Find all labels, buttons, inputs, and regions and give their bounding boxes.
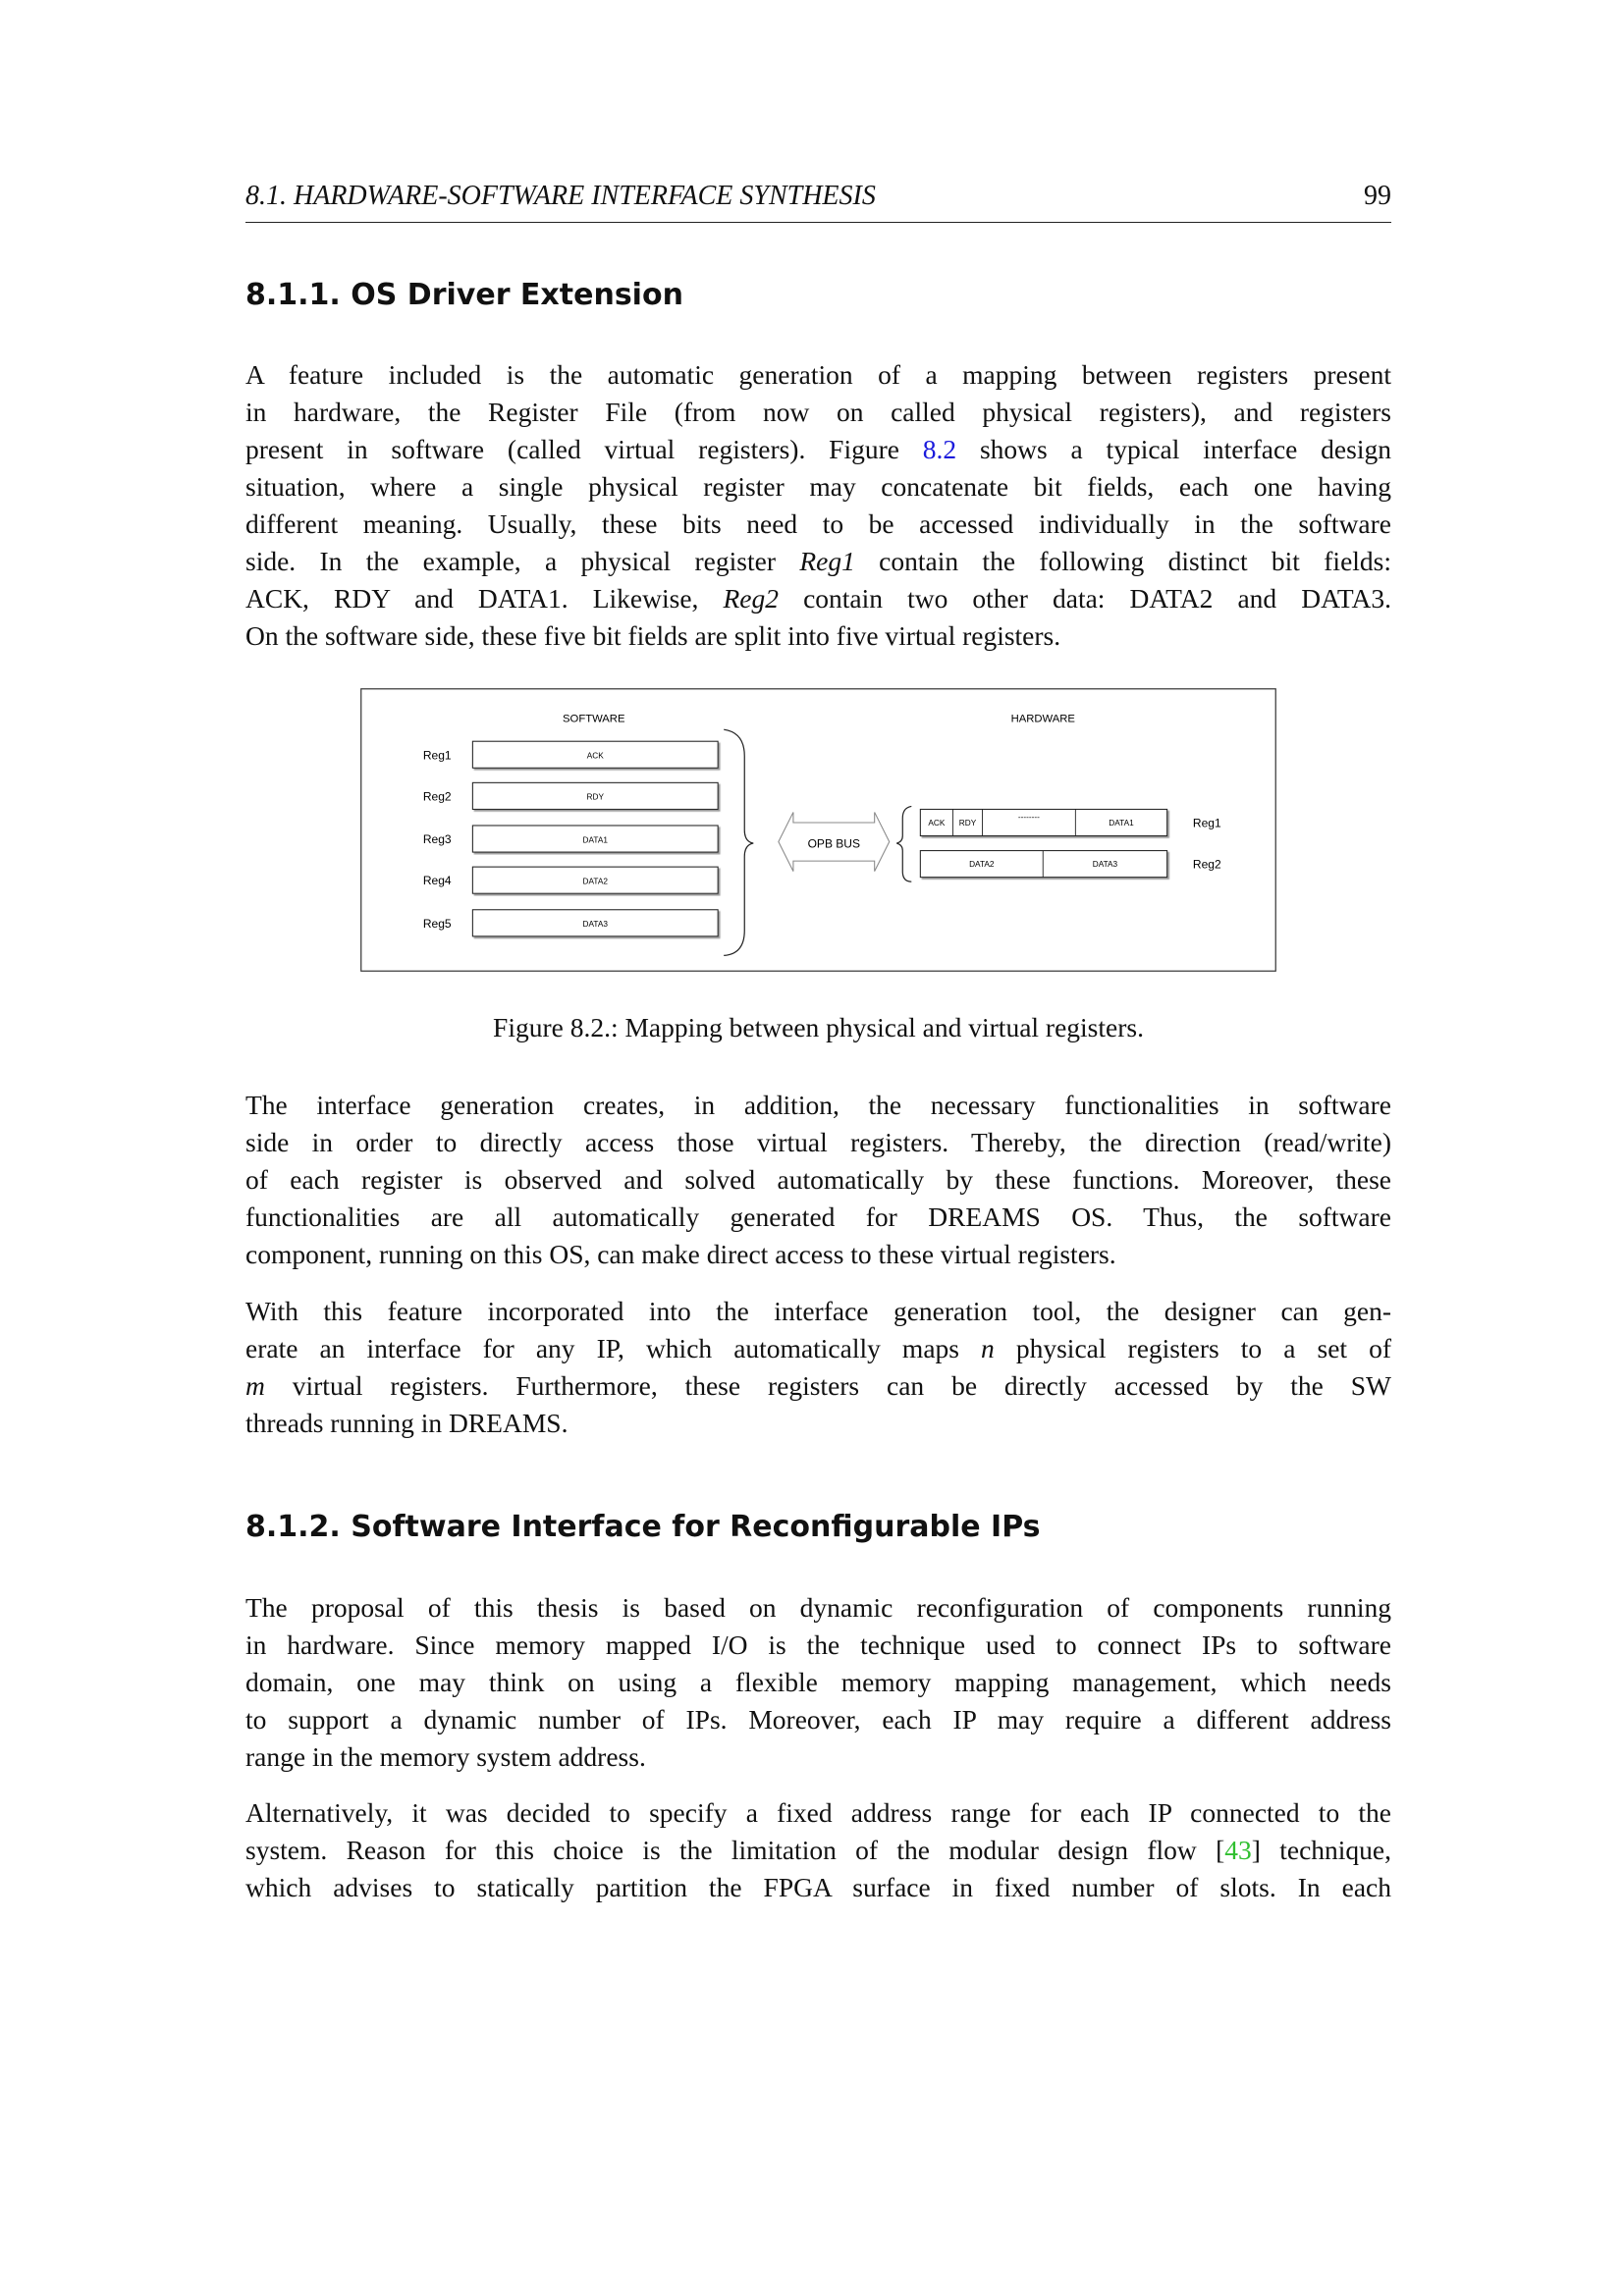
text-span: system. Reason for this choice is the limitation of the modular design flow — [245, 1835, 1217, 1865]
software-register-name: Reg5 — [422, 916, 452, 931]
software-register-name: Reg3 — [422, 832, 452, 847]
text-span: in hardware. Since memory mapped I/O is the technique used to connect IPs to software — [245, 1629, 1391, 1660]
text-span: n — [981, 1333, 995, 1363]
text-line — [245, 1627, 1391, 1664]
software-register-name: Reg4 — [422, 874, 452, 888]
hardware-register-field: DATA2 — [969, 860, 995, 870]
figure-reference-link[interactable]: 8.2 — [922, 434, 957, 464]
text-span: The proposal of this thesis is based on dynamic reconfiguration of components running — [245, 1592, 1391, 1623]
text-span: shows a typical interface design — [956, 434, 1391, 464]
text-line — [245, 543, 1391, 580]
text-line — [245, 580, 1391, 617]
software-register-field: DATA1 — [582, 835, 608, 845]
text-span: component, running on this OS, can make direct access to these virtual registers. — [245, 1239, 1116, 1269]
running-header — [245, 181, 1391, 212]
text-span: contain the following distinct bit fields: — [854, 546, 1392, 576]
text-line — [245, 1701, 1391, 1738]
text-line — [245, 1293, 1391, 1330]
hardware-register-name: Reg1 — [1192, 816, 1221, 830]
text-span: functionalities are all automatically generated for DREAMS OS. Thus, the software — [245, 1201, 1391, 1232]
paragraph — [245, 1589, 1391, 1776]
register-mapping-diagram — [360, 688, 1276, 972]
text-span: With this feature incorporated into the interface generation tool, the designer can gen- — [245, 1296, 1391, 1326]
text-line — [245, 1367, 1391, 1405]
text-span: domain, one may think on using a flexible memory mapping management, which needs — [245, 1667, 1391, 1697]
text-line — [245, 356, 1391, 394]
text-span: which advises to statically partition the FPGA surface in fixed number of slots. In each — [245, 1872, 1391, 1902]
page-number: 99 — [1364, 181, 1391, 211]
text-span: m — [245, 1370, 265, 1401]
text-line — [245, 1589, 1391, 1627]
text-line — [245, 1236, 1391, 1273]
text-line — [245, 1161, 1391, 1199]
hardware-register-field: DATA1 — [1109, 818, 1134, 828]
text-line — [245, 1087, 1391, 1124]
software-register-field: DATA2 — [582, 877, 608, 886]
text-span: Alternatively, it was decided to specify a fixed address range for each IP connected to the — [245, 1797, 1391, 1828]
text-span: ] — [1251, 1835, 1261, 1865]
text-line — [245, 1794, 1391, 1832]
text-span: threads running in DREAMS. — [245, 1408, 568, 1438]
text-span: side in order to directly access those virtual registers. Thereby, the direction (read/write) — [245, 1127, 1391, 1157]
hardware-register-field: RDY — [958, 818, 977, 828]
software-register-name: Reg1 — [422, 748, 452, 763]
section-heading-8-1-1: 8.1.1. OS Driver Extension — [245, 278, 683, 312]
running-header-title: 8.1. HARDWARE-SOFTWARE INTERFACE SYNTHESIS — [245, 181, 876, 211]
text-span: to support a dynamic number of IPs. Moreover, each IP may require a different address — [245, 1704, 1391, 1735]
text-span: of each register is observed and solved automatically by these functions. Moreover, these — [245, 1164, 1391, 1195]
software-register-field: ACK — [586, 751, 604, 761]
software-register-name: Reg2 — [422, 789, 452, 804]
text-span: different meaning. Usually, these bits need to be accessed individually in the software — [245, 508, 1391, 539]
text-span: present in software (called virtual registers). Figure — [245, 434, 923, 464]
text-span: range in the memory system address. — [245, 1741, 646, 1772]
text-line — [245, 1664, 1391, 1701]
text-line — [245, 1869, 1391, 1906]
text-span: erate an interface for any IP, which automatically maps — [245, 1333, 982, 1363]
hardware-register-name: Reg2 — [1192, 857, 1221, 872]
text-line — [245, 1199, 1391, 1236]
header-rule — [245, 222, 1391, 223]
software-register-field: RDY — [586, 792, 604, 802]
text-line — [245, 1330, 1391, 1367]
text-span: situation, where a single physical register may concatenate bit fields, each one having — [245, 471, 1391, 502]
text-span: virtual registers. Furthermore, these registers can be directly accessed by the SW — [264, 1370, 1391, 1401]
text-line — [245, 431, 1391, 468]
text-line — [245, 468, 1391, 506]
citation-link[interactable]: 43 — [1224, 1835, 1252, 1865]
software-register-field: DATA3 — [582, 920, 608, 930]
bus-label: OPB BUS — [807, 836, 861, 851]
hardware-register-box — [920, 851, 1166, 878]
text-span: physical registers to a set of — [994, 1333, 1392, 1363]
text-span: Reg2 — [723, 583, 779, 614]
text-span: [ — [1216, 1835, 1225, 1865]
hardware-label: HARDWARE — [1010, 713, 1075, 725]
paragraph — [245, 1293, 1391, 1442]
figure-caption: Figure 8.2.: Mapping between physical and virtual registers. — [493, 1012, 1144, 1042]
hardware-register-field: DATA3 — [1092, 860, 1118, 870]
text-line — [245, 394, 1391, 431]
text-line — [245, 1405, 1391, 1442]
text-line — [245, 1124, 1391, 1161]
text-span: On the software side, these five bit fields are split into five virtual registers. — [245, 620, 1061, 651]
text-span: in hardware, the Register File (from now on called physical registers), and registers — [245, 397, 1391, 427]
text-line — [245, 617, 1391, 655]
text-span: A feature included is the automatic generation of a mapping between registers present — [245, 359, 1391, 390]
software-label: SOFTWARE — [563, 713, 625, 725]
paragraph — [245, 1794, 1391, 1906]
text-span: contain two other data: DATA2 and DATA3. — [779, 583, 1391, 614]
text-span: side. In the example, a physical register — [245, 546, 800, 576]
text-line — [245, 1832, 1391, 1869]
hardware-register-field: -------- — [1017, 812, 1040, 822]
text-span: The interface generation creates, in addition, the necessary functionalities in software — [245, 1090, 1391, 1120]
section-heading-8-1-2: 8.1.2. Software Interface for Reconfigurable IPs — [245, 1510, 1041, 1544]
paragraph — [245, 356, 1391, 655]
text-span: Reg1 — [799, 546, 855, 576]
hardware-register-field: ACK — [928, 818, 946, 828]
text-line — [245, 506, 1391, 543]
text-span: technique, — [1260, 1835, 1391, 1865]
paragraph — [245, 1087, 1391, 1273]
figure-8-2 — [360, 688, 1276, 972]
text-line — [245, 1738, 1391, 1776]
text-span: ACK, RDY and DATA1. Likewise, — [245, 583, 724, 614]
